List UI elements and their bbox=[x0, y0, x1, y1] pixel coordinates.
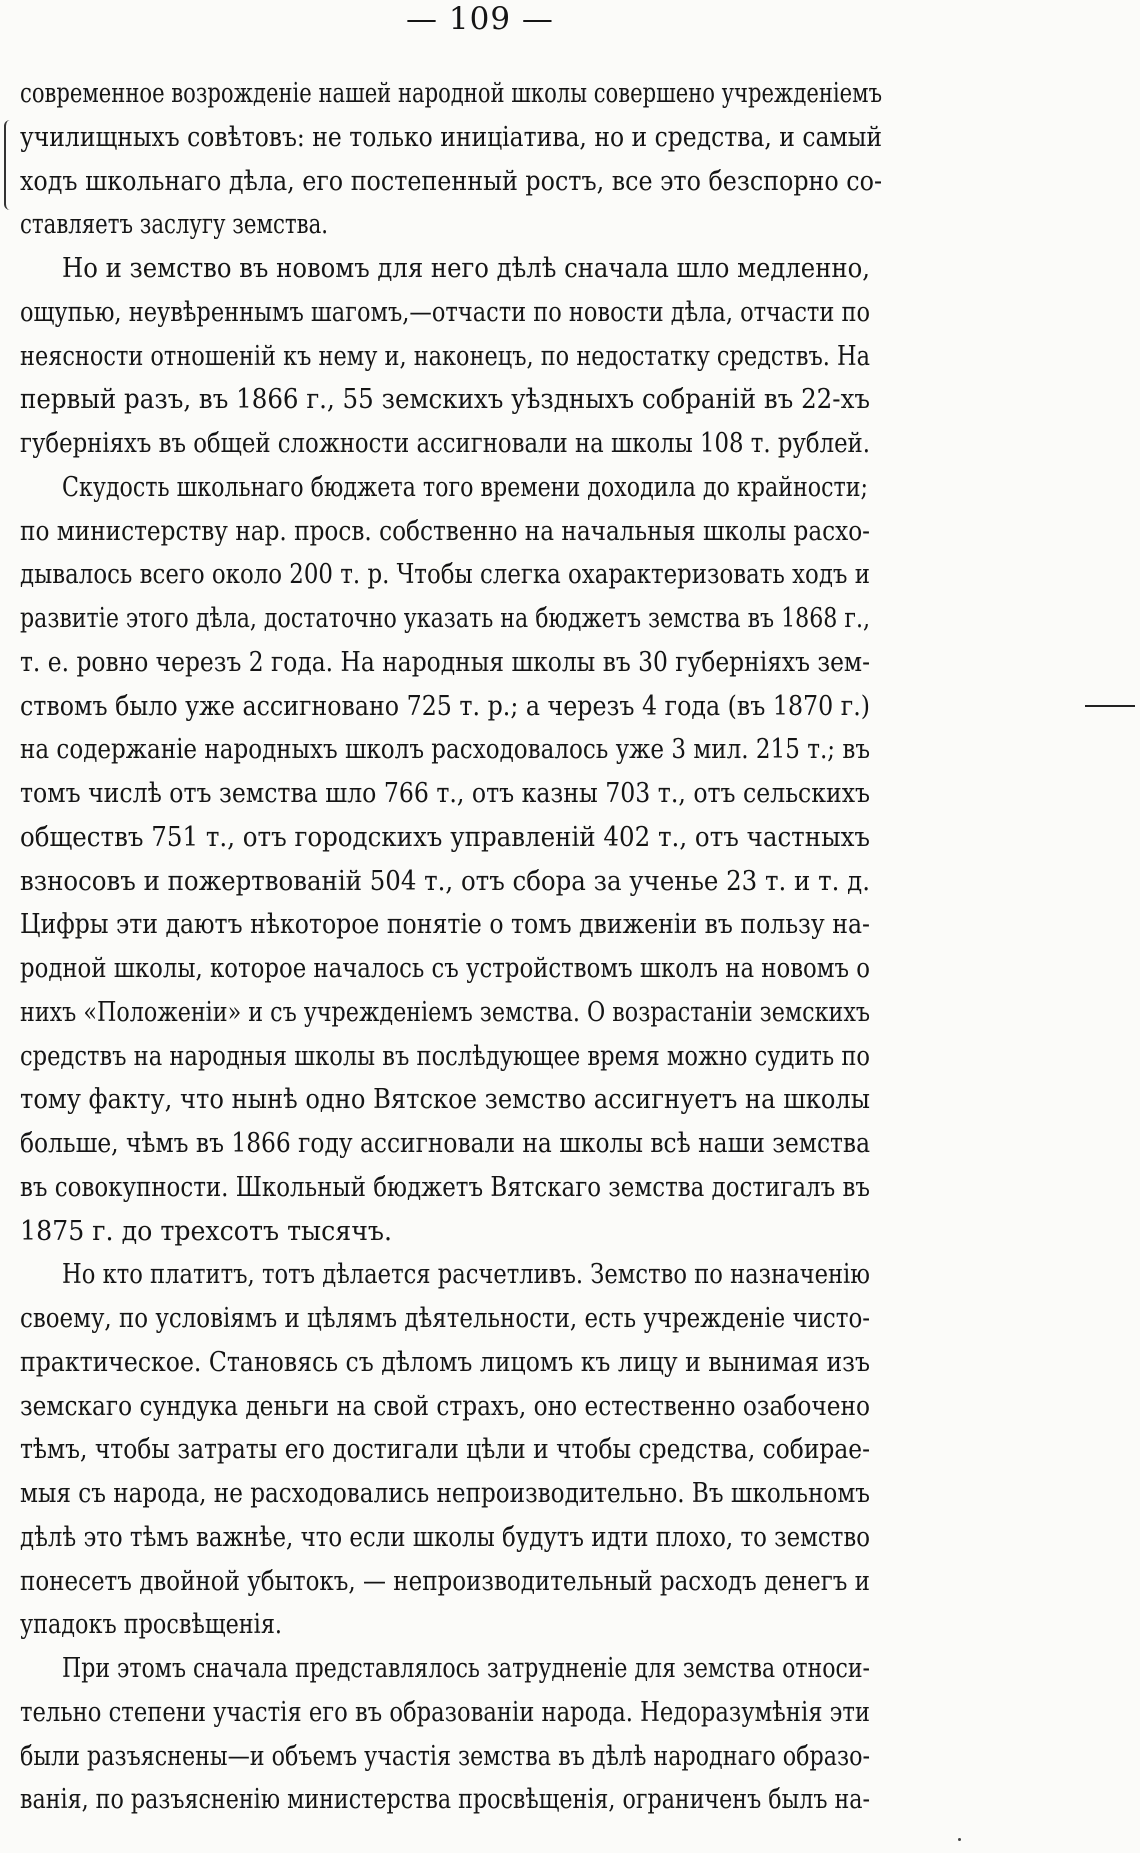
margin-dash-mark bbox=[1085, 705, 1135, 707]
text-line: на содержаніе народныхъ школъ расходовалось уже 3 мил. 215 т.; въ bbox=[20, 734, 870, 766]
text-line: дѣлѣ это тѣмъ важнѣе, что если школы будутъ идти плохо, то земство bbox=[20, 1521, 870, 1553]
text-line: земскаго сундука деньги на свой страхъ, оно естественно озабочено bbox=[20, 1390, 870, 1422]
text-line: понесетъ двойной убытокъ, — непроизводительный расходъ денегъ и bbox=[20, 1565, 870, 1597]
text-line: нихъ «Положеніи» и съ учрежденіемъ земства. О возрастаніи земскихъ bbox=[20, 996, 870, 1028]
text-line: ходъ школьнаго дѣла, его постепенный ростъ, все это безспорно со- bbox=[20, 165, 882, 197]
text-line: ванія, по разъясненію министерства просвѣщенія, ограниченъ былъ на- bbox=[20, 1784, 870, 1816]
text-line: мыя съ народа, не расходовались непроизводительно. Въ школьномъ bbox=[20, 1478, 870, 1509]
text-line: средствъ на народныя школы въ послѣдующее время можно судить по bbox=[20, 1040, 870, 1072]
text-line: были разъяснены—и объемъ участія земства въ дѣлѣ народнаго образо- bbox=[20, 1740, 870, 1772]
text-line: своему, по условіямъ и цѣлямъ дѣятельности, есть учрежденіе чисто- bbox=[20, 1303, 870, 1334]
stray-ink-mark bbox=[958, 1838, 961, 1841]
text-line: въ совокупности. Школьный бюджетъ Вятскаго земства достигалъ въ bbox=[20, 1171, 870, 1203]
text-line: упадокъ просвѣщенія. bbox=[20, 1609, 282, 1641]
text-line: тѣмъ, чтобы затраты его достигали цѣли и чтобы средства, собирае- bbox=[20, 1434, 870, 1466]
text-line: больше, чѣмъ въ 1866 году ассигновали на школы всѣ наши земства bbox=[20, 1128, 870, 1159]
text-line: 1875 г. до трехсотъ тысячъ. bbox=[20, 1215, 392, 1247]
text-line: Но кто платитъ, тотъ дѣлается расчетливъ. Земство по назначенію bbox=[62, 1259, 870, 1291]
text-line: родной школы, которое началось съ устройствомъ школъ на новомъ о bbox=[20, 953, 870, 984]
text-line: дывалось всего около 200 т. р. Чтобы слегка охарактеризовать ходъ и bbox=[20, 559, 870, 591]
text-line: тельно степени участія его въ образованіи народа. Недоразумѣнія эти bbox=[20, 1696, 870, 1728]
text-line: ставляетъ заслугу земства. bbox=[20, 209, 328, 241]
text-line: современное возрожденіе нашей народной школы совершено учрежденіемъ bbox=[20, 78, 882, 109]
text-line: практическое. Становясь съ дѣломъ лицомъ къ лицу и вынимая изъ bbox=[20, 1346, 870, 1378]
text-line: ощупью, неувѣреннымъ шагомъ,—отчасти по новости дѣла, отчасти по bbox=[20, 296, 870, 328]
text-line: т. е. ровно черезъ 2 года. На народныя школы въ 30 губерніяхъ зем- bbox=[20, 646, 870, 678]
margin-brace-mark bbox=[4, 120, 12, 210]
text-line: Скудость школьнаго бюджета того времени доходила до крайности; bbox=[62, 471, 868, 503]
text-line: губерніяхъ въ общей сложности ассигновали на школы 108 т. рублей. bbox=[20, 428, 870, 459]
text-line: училищныхъ совѣтовъ: не только иниціатива, но и средства, и самый bbox=[20, 121, 882, 153]
text-line: ствомъ было уже ассигновано 725 т. р.; а черезъ 4 года (въ 1870 г.) bbox=[20, 690, 870, 722]
page-number: — 109 — bbox=[406, 1, 554, 37]
text-line: взносовъ и пожертвованій 504 т., отъ сбора за ученье 23 т. и т. д. bbox=[20, 865, 870, 897]
body-text bbox=[20, 72, 1022, 1822]
text-line: При этомъ сначала представлялось затрудненіе для земства относи- bbox=[62, 1653, 870, 1684]
text-line: обществъ 751 т., отъ городскихъ управленій 402 т., отъ частныхъ bbox=[20, 821, 870, 853]
text-line: первый разъ, въ 1866 г., 55 земскихъ уѣздныхъ собраній въ 22-хъ bbox=[20, 384, 870, 416]
text-line: тому факту, что нынѣ одно Вятское земство ассигнуетъ на школы bbox=[20, 1084, 870, 1116]
text-line: Цифры эти даютъ нѣкоторое понятіе о томъ движеніи въ пользу на- bbox=[20, 909, 870, 941]
text-line: томъ числѣ отъ земства шло 766 т., отъ казны 703 т., отъ сельскихъ bbox=[20, 778, 870, 809]
text-line: Но и земство въ новомъ для него дѣлѣ сначала шло медленно, bbox=[62, 253, 870, 284]
text-line: неясности отношеній къ нему и, наконецъ, по недостатку средствъ. На bbox=[20, 340, 870, 372]
text-line: развитіе этого дѣла, достаточно указать на бюджетъ земства въ 1868 г., bbox=[20, 603, 870, 634]
text-line: по министерству нар. просв. собственно на начальныя школы расхо- bbox=[20, 515, 870, 547]
